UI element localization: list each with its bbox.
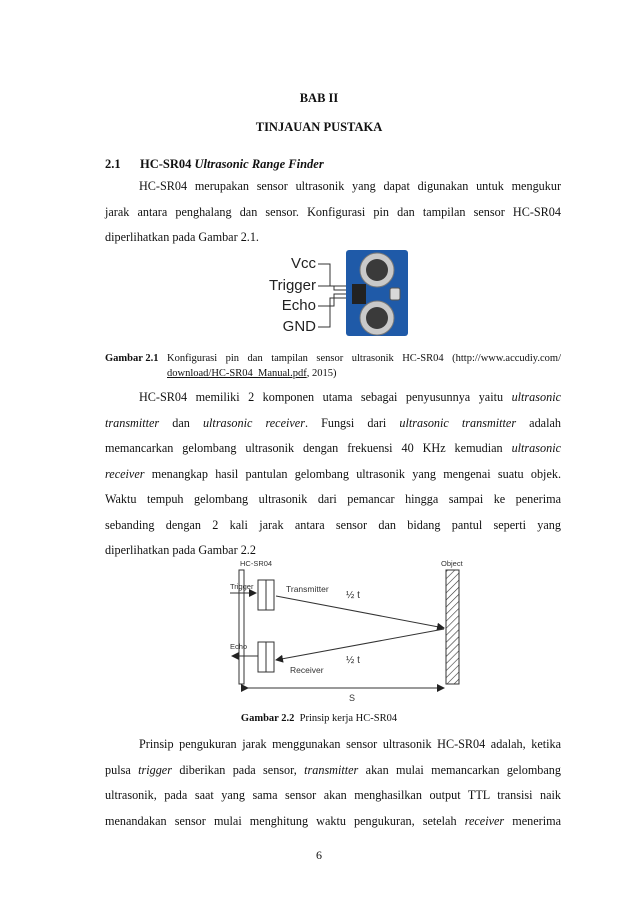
object-wall bbox=[446, 570, 459, 684]
paragraph-2-line: Waktu tempuh gelombang ultrasonik dari pemancar hingga sampai ke penerima bbox=[105, 492, 561, 506]
figure-2-1-caption-line-2: download/HC-SR04_Manual.pdf, 2015) bbox=[167, 368, 337, 379]
paragraph-1-line: jarak antara penghalang dan sensor. Konfigurasi pin dan tampilan sensor HC-SR04 bbox=[105, 204, 561, 219]
reflected-wave-arrow bbox=[276, 629, 444, 660]
object-label: Object bbox=[441, 559, 463, 568]
outgoing-wave-arrow bbox=[276, 596, 444, 628]
ic-chip bbox=[352, 284, 366, 304]
paragraph-3-line: ultrasonik, pada saat yang sama sensor akan menghasilkan output TTL transisi naik bbox=[105, 788, 561, 802]
receiver-block bbox=[258, 642, 266, 672]
half-t-top-label: ½ t bbox=[346, 590, 360, 601]
echo-label: Echo bbox=[230, 642, 248, 651]
half-t-bottom-label: ½ t bbox=[346, 655, 360, 666]
paragraph-3-line: Prinsip pengukuran jarak menggunakan sensor ultrasonik HC-SR04 adalah, ketika bbox=[139, 737, 561, 751]
chapter-title: TINJAUAN PUSTAKA bbox=[255, 120, 383, 134]
pin-label-vcc: Vcc bbox=[290, 255, 316, 272]
figure-2-2-diagram bbox=[228, 556, 478, 704]
section-title-italic: Ultrasonic Range Finder bbox=[194, 157, 324, 171]
figure-2-2-caption bbox=[0, 713, 638, 724]
figure-2-2-caption-text: Prinsip kerja HC-SR04 bbox=[299, 713, 398, 724]
section-title bbox=[140, 157, 324, 172]
receiver-label: Receiver bbox=[290, 665, 324, 675]
paragraph-1-line: HC-SR04 merupakan sensor ultrasonik yang dapat digunakan untuk mengukur bbox=[139, 179, 561, 193]
trigger-label: Trigger bbox=[230, 582, 254, 591]
figure-2-1-caption-link[interactable]: download/HC-SR04_Manual.pdf bbox=[167, 368, 307, 379]
paragraph-1 bbox=[105, 174, 561, 251]
figure-2-1-caption-line-1: Konfigurasi pin dan tampilan sensor ultrasonik HC-SR04 (http://www.accudiy.com/ bbox=[167, 353, 561, 364]
paragraph-2-line: receiver menangkap hasil pantulan gelombang ultrasonik yang mengenai suatu objek. bbox=[105, 466, 561, 481]
figure-2-1-sensor-image bbox=[268, 248, 418, 338]
figure-2-2-caption-label: Gambar 2.2 bbox=[240, 713, 295, 724]
paragraph-3-line: pulsa trigger diberikan pada sensor, transmitter akan mulai memancarkan gelombang bbox=[105, 762, 561, 777]
sensor-label: HC-SR04 bbox=[240, 559, 273, 568]
paragraph-2-line: memancarkan gelombang ultrasonik dengan frekuensi 40 KHz kemudian ultrasonic bbox=[105, 441, 561, 455]
pin-label-gnd: GND bbox=[282, 318, 316, 335]
pin-label-trigger: Trigger bbox=[269, 277, 316, 294]
paragraph-1-line: diperlihatkan pada Gambar 2.1. bbox=[105, 230, 259, 244]
section-title-plain: HC-SR04 bbox=[140, 157, 195, 171]
section-number: 2.1 bbox=[105, 157, 121, 171]
paragraph-2-line: transmitter dan ultrasonic receiver. Fungsi dari ultrasonic transmitter adalah bbox=[105, 415, 561, 430]
paragraph-2-line: diperlihatkan pada Gambar 2.2 bbox=[105, 543, 256, 557]
paragraph-3-line: menandakan sensor mulai menghitung waktu pengukuran, setelah receiver menerima bbox=[105, 813, 561, 828]
paragraph-2-line: HC-SR04 memiliki 2 komponen utama sebagai penyusunnya yaitu ultrasonic bbox=[139, 390, 561, 404]
page-number: 6 bbox=[316, 848, 322, 862]
transmitter-label: Transmitter bbox=[286, 584, 329, 594]
transmitter-block bbox=[258, 580, 266, 610]
paragraph-3 bbox=[105, 732, 561, 834]
paragraph-2 bbox=[105, 385, 561, 564]
pin-leader-lines bbox=[318, 264, 346, 327]
crystal bbox=[390, 288, 400, 300]
paragraph-2-line: sebanding dengan 2 kali jarak antara sensor dan bidang pantul seperti yang bbox=[105, 517, 561, 532]
pin-label-echo: Echo bbox=[281, 297, 316, 314]
distance-label: S bbox=[349, 693, 356, 703]
figure-2-1-caption-label: Gambar 2.1 bbox=[105, 353, 159, 364]
chapter-label: BAB II bbox=[299, 91, 339, 105]
